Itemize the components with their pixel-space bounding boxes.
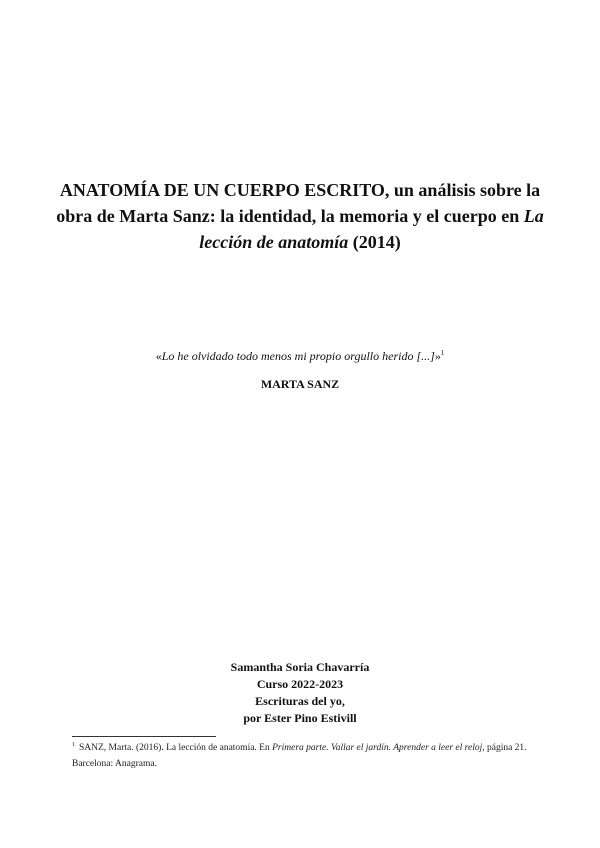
title-year: (2014) [348, 232, 401, 252]
quote-text: Lo he olvidado todo menos mi propio orgullo herido [...] [161, 349, 435, 363]
close-quote-mark: » [434, 349, 441, 363]
footnote [72, 740, 542, 772]
footnote-text-end: , página 21. Barcelona: Anagrama. [72, 743, 527, 769]
title-book-name: La lección de anatomía [199, 206, 544, 252]
open-quote-mark: « [155, 349, 162, 363]
footnote-text-start: SANZ, Marta. (2016). La lección de anatomía. En [79, 743, 273, 753]
footnote-book-section: Primera parte. Vallar el jardín. Aprender a leer el reloj [272, 743, 483, 753]
subject-name: Escrituras del yo, [255, 694, 345, 708]
footnote-separator [72, 736, 216, 737]
course-year: Curso 2022-2023 [256, 677, 344, 691]
author-info-block [100, 659, 500, 727]
document-title [40, 177, 560, 255]
footnote-number: 1 [72, 741, 75, 748]
footnote-reference: 1 [440, 349, 445, 357]
epigraph-author: MARTA SANZ [260, 377, 340, 391]
student-name: Samantha Soria Chavarría [230, 660, 370, 674]
title-text: ANATOMÍA DE UN CUERPO ESCRITO, un análisis sobre la obra de Marta Sanz: la identidad, la memoria y el cuerpo en [56, 180, 541, 226]
epigraph-quote [60, 349, 540, 363]
teacher-name: por Ester Pino Estivill [243, 711, 357, 725]
